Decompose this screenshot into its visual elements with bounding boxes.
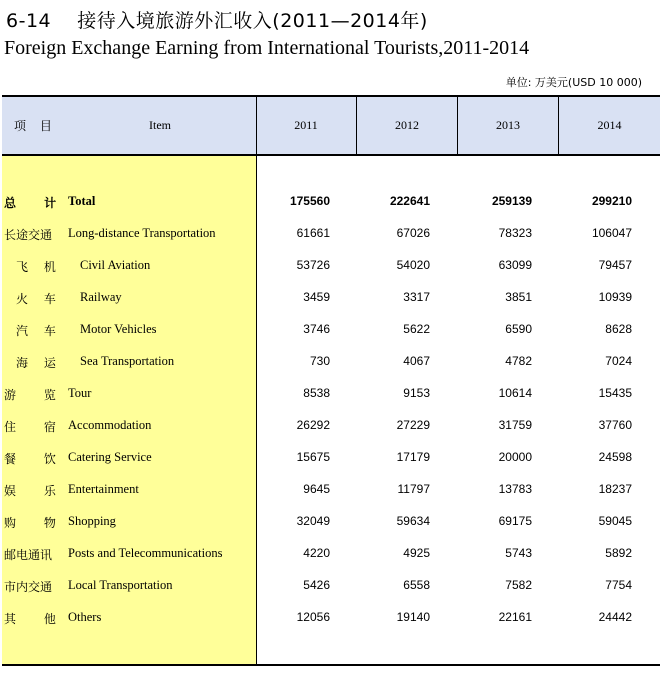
cell-value-2011: 3459 bbox=[303, 290, 330, 304]
cell-value-2014: 299210 bbox=[591, 194, 632, 208]
cell-value-2011: 3746 bbox=[303, 322, 330, 336]
cell-value-2011: 175560 bbox=[289, 194, 330, 208]
cell-value-2013: 20000 bbox=[498, 450, 532, 464]
table-row bbox=[0, 382, 662, 404]
cell-value-2013: 78323 bbox=[498, 226, 532, 240]
cell-value-2011: 12056 bbox=[296, 610, 330, 624]
cell-value-2011: 61661 bbox=[296, 226, 330, 240]
row-label-zh: 长途交通 bbox=[4, 228, 53, 242]
row-label-en: Others bbox=[68, 610, 102, 624]
cell-value-2014: 24598 bbox=[598, 450, 632, 464]
unit-label: 单位: 万美元(USD 10 000) bbox=[505, 76, 642, 89]
table-row bbox=[0, 222, 662, 244]
cell-value-2011: 9645 bbox=[303, 482, 330, 496]
cell-value-2013: 22161 bbox=[498, 610, 532, 624]
header-item-zh: 项 目 bbox=[14, 119, 52, 133]
table-row bbox=[0, 286, 662, 308]
row-label-zh: 娱 乐 bbox=[4, 484, 56, 498]
cell-value-2012: 27229 bbox=[396, 418, 430, 432]
cell-value-2011: 32049 bbox=[296, 514, 330, 528]
row-label-en: Catering Service bbox=[68, 450, 152, 464]
cell-value-2012: 17179 bbox=[396, 450, 430, 464]
row-label-zh: 游 览 bbox=[4, 388, 56, 402]
cell-value-2013: 5743 bbox=[505, 546, 532, 560]
cell-value-2013: 3851 bbox=[505, 290, 532, 304]
cell-value-2012: 19140 bbox=[396, 610, 430, 624]
cell-value-2014: 37760 bbox=[598, 418, 632, 432]
row-label-zh: 其 他 bbox=[4, 612, 56, 626]
table-row bbox=[0, 414, 662, 436]
cell-value-2014: 24442 bbox=[598, 610, 632, 624]
table-row bbox=[0, 510, 662, 532]
row-label-zh: 购 物 bbox=[4, 516, 56, 530]
cell-value-2012: 5622 bbox=[403, 322, 430, 336]
cell-value-2011: 53726 bbox=[296, 258, 330, 272]
row-label-en: Long-distance Transportation bbox=[68, 226, 216, 240]
cell-value-2012: 9153 bbox=[403, 386, 430, 400]
row-label-en: Tour bbox=[68, 386, 92, 400]
cell-value-2012: 222641 bbox=[389, 194, 430, 208]
row-label-en: Sea Transportation bbox=[80, 354, 175, 368]
cell-value-2012: 59634 bbox=[396, 514, 430, 528]
cell-value-2014: 10939 bbox=[598, 290, 632, 304]
table-row bbox=[0, 190, 662, 212]
cell-value-2011: 730 bbox=[309, 354, 330, 368]
header-bottom-rule bbox=[2, 154, 660, 156]
cell-value-2012: 6558 bbox=[403, 578, 430, 592]
header-year: 2014 bbox=[597, 118, 622, 132]
row-label-zh: 邮电通讯 bbox=[4, 548, 53, 562]
table-row bbox=[0, 574, 662, 596]
cell-value-2013: 69175 bbox=[498, 514, 532, 528]
table-title-zh-text: 接待入境旅游外汇收入(2011—2014年) bbox=[77, 10, 428, 32]
cell-value-2014: 8628 bbox=[605, 322, 632, 336]
cell-value-2014: 7754 bbox=[605, 578, 632, 592]
cell-value-2012: 3317 bbox=[403, 290, 430, 304]
cell-value-2012: 54020 bbox=[396, 258, 430, 272]
cell-value-2014: 59045 bbox=[598, 514, 632, 528]
row-label-en: Shopping bbox=[68, 514, 116, 528]
table-bottom-rule bbox=[2, 664, 660, 666]
row-label-en: Accommodation bbox=[68, 418, 152, 432]
cell-value-2011: 8538 bbox=[303, 386, 330, 400]
table-row bbox=[0, 446, 662, 468]
row-label-en: Motor Vehicles bbox=[80, 322, 157, 336]
row-label-en: Total bbox=[68, 194, 96, 208]
cell-value-2013: 4782 bbox=[505, 354, 532, 368]
cell-value-2014: 79457 bbox=[598, 258, 632, 272]
table-id: 6-14 bbox=[6, 10, 52, 32]
cell-value-2012: 4925 bbox=[403, 546, 430, 560]
cell-value-2012: 4067 bbox=[403, 354, 430, 368]
cell-value-2014: 7024 bbox=[605, 354, 632, 368]
table-title-zh bbox=[6, 6, 428, 33]
table-row bbox=[0, 350, 662, 372]
row-label-en: Railway bbox=[80, 290, 122, 304]
table-row bbox=[0, 318, 662, 340]
cell-value-2012: 11797 bbox=[397, 482, 430, 496]
row-label-en: Local Transportation bbox=[68, 578, 173, 592]
cell-value-2013: 63099 bbox=[498, 258, 532, 272]
header-item-en: Item bbox=[149, 118, 171, 132]
cell-value-2013: 10614 bbox=[498, 386, 532, 400]
cell-value-2013: 7582 bbox=[505, 578, 532, 592]
row-label-zh: 飞 机 bbox=[16, 260, 56, 274]
table-title-en: Foreign Exchange Earning from International Tourists,2011-2014 bbox=[4, 37, 530, 59]
row-label-zh: 市内交通 bbox=[4, 580, 53, 594]
table-row bbox=[0, 542, 662, 564]
cell-value-2011: 15675 bbox=[296, 450, 330, 464]
row-label-zh: 住 宿 bbox=[4, 420, 56, 434]
cell-value-2014: 106047 bbox=[591, 226, 632, 240]
table-row bbox=[0, 478, 662, 500]
row-label-zh: 总 计 bbox=[4, 196, 57, 210]
cell-value-2014: 5892 bbox=[605, 546, 632, 560]
row-label-zh: 海 运 bbox=[16, 356, 56, 370]
cell-value-2012: 67026 bbox=[396, 226, 430, 240]
table-row bbox=[0, 254, 662, 276]
row-label-zh: 汽 车 bbox=[16, 324, 56, 338]
cell-value-2014: 18237 bbox=[598, 482, 632, 496]
cell-value-2011: 4220 bbox=[303, 546, 330, 560]
cell-value-2014: 15435 bbox=[598, 386, 632, 400]
row-label-en: Entertainment bbox=[68, 482, 139, 496]
row-label-zh: 餐 饮 bbox=[4, 452, 56, 466]
header-year: 2011 bbox=[294, 118, 318, 132]
row-label-zh: 火 车 bbox=[16, 292, 56, 306]
row-label-en: Civil Aviation bbox=[80, 258, 151, 272]
cell-value-2013: 6590 bbox=[505, 322, 532, 336]
header-year: 2012 bbox=[395, 118, 419, 132]
cell-value-2011: 5426 bbox=[303, 578, 330, 592]
table-row bbox=[0, 606, 662, 628]
cell-value-2011: 26292 bbox=[296, 418, 330, 432]
cell-value-2013: 31759 bbox=[498, 418, 532, 432]
header-year: 2013 bbox=[496, 118, 520, 132]
cell-value-2013: 259139 bbox=[491, 194, 532, 208]
cell-value-2013: 13783 bbox=[498, 482, 532, 496]
row-label-en: Posts and Telecommunications bbox=[68, 546, 223, 560]
